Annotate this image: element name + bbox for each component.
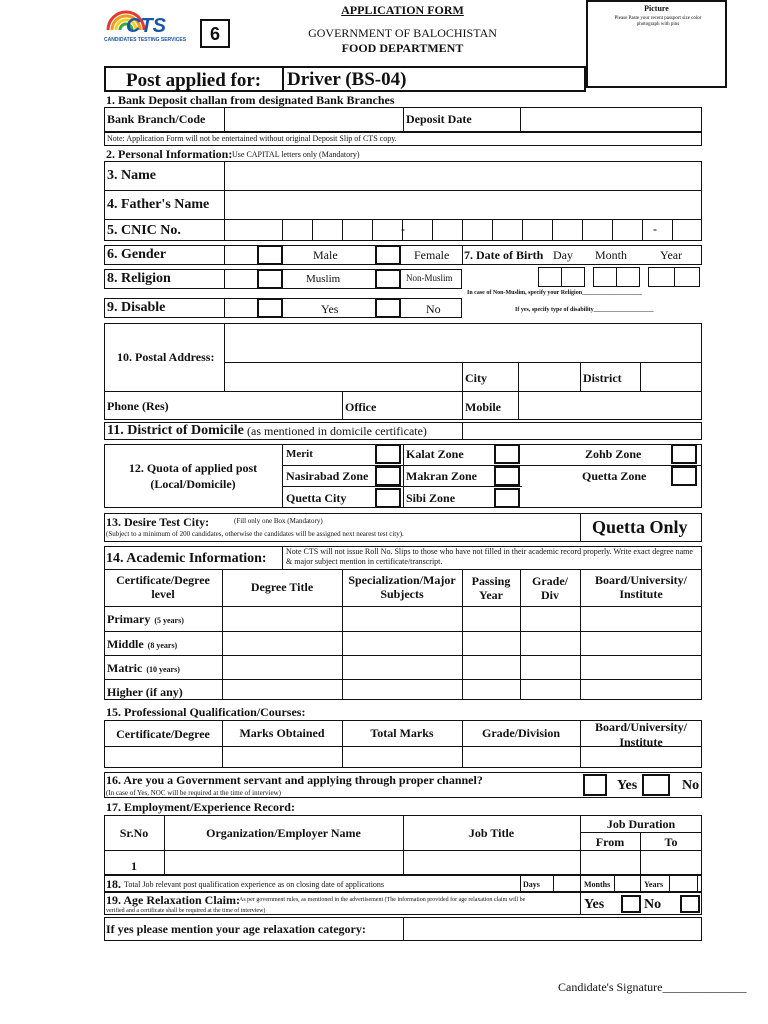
domicile-note: (as mentioned in domicile certificate) <box>247 424 427 438</box>
experience-years-label: Years <box>644 880 664 889</box>
col-passing-year-2: Year <box>479 588 503 602</box>
name-label: 3. Name <box>107 168 156 183</box>
deposit-note: Note: Application Form will not be entertained without original Deposit Slip of CTS copy. <box>107 134 397 143</box>
male-checkbox[interactable] <box>257 245 283 265</box>
test-city-label: 13. Desire Test City: <box>106 515 210 529</box>
academic-note: Note CTS will not issue Roll No. Slips to those who have not filled in their academic record properly. Write exact degree name & major subject mention in certificate/transcript. <box>286 547 693 566</box>
row-level-note: (5 years) <box>154 616 184 625</box>
row-level-name: Primary <box>107 612 151 626</box>
nasirabad-zone-label: Nasirabad Zone <box>286 469 369 483</box>
father-name-field[interactable] <box>225 191 701 218</box>
col-board-1: Board/University/ <box>595 573 687 587</box>
government-servant-note: (In case of Yes, NOC will be required at the time of interview) <box>106 789 281 797</box>
makran-zone-label: Makran Zone <box>406 469 478 483</box>
postal-address-field[interactable] <box>225 324 701 361</box>
row-level-note: (8 years) <box>147 641 178 650</box>
cnic-label: 5. CNIC No. <box>107 223 181 238</box>
candidate-signature: Candidate's Signature______________ <box>558 980 747 994</box>
bank-branch-label: Bank Branch/Code <box>107 112 206 126</box>
col-prof-grade: Grade/Division <box>481 726 560 740</box>
row-level-name: Matric <box>107 661 143 675</box>
row-level-name: Middle <box>107 637 144 651</box>
employment-row-number: 1 <box>131 859 137 873</box>
col-grade-1: Grade/ <box>532 574 568 588</box>
age-relaxation-note-a: As per government rules, as mentioned in the advertisement (The information provided for age relaxation claim will be <box>239 897 526 903</box>
gov-no-label: No <box>682 778 700 793</box>
department-line: FOOD DEPARTMENT <box>341 41 464 55</box>
gender-label: 6. Gender <box>107 247 167 262</box>
father-name-label: 4. Father's Name <box>107 197 210 212</box>
nasirabad-zone-checkbox[interactable] <box>375 466 401 486</box>
dob-month-label: Month <box>595 248 628 262</box>
male-label: Male <box>313 248 338 262</box>
religion-label: 8. Religion <box>107 271 171 286</box>
quetta-city-label: Quetta City <box>286 491 347 505</box>
cnic-dash: - <box>653 222 657 236</box>
age-no-checkbox[interactable] <box>680 895 700 913</box>
name-field[interactable] <box>225 162 701 189</box>
academic-label: 14. Academic Information: <box>106 551 267 566</box>
col-passing-year-1: Passing <box>471 574 511 588</box>
col-prof-marks: Marks Obtained <box>239 726 325 740</box>
dob-day-label: Day <box>553 248 573 262</box>
row-level-name: Higher (if any) <box>107 685 183 699</box>
col-job-title: Job Title <box>468 826 515 840</box>
post-applied-value: Driver (BS-04) <box>287 69 407 90</box>
col-board-2: Institute <box>619 587 663 601</box>
test-city-value: Quetta Only <box>592 517 688 537</box>
col-sr-no: Sr.No <box>119 826 149 840</box>
gov-yes-checkbox[interactable] <box>583 774 607 796</box>
dob-boxes[interactable] <box>538 267 700 287</box>
disable-yes-checkbox[interactable] <box>257 298 283 318</box>
experience-months-label: Months <box>584 880 611 889</box>
age-no-label: No <box>644 897 662 912</box>
government-line: GOVERNMENT OF BALOCHISTAN <box>308 26 497 40</box>
dob-year-label: Year <box>660 248 683 262</box>
picture-note: Please Paste your recent passport size color photograph with pins <box>614 16 702 27</box>
sibi-zone-checkbox[interactable] <box>494 488 520 508</box>
domicile-label: 11. District of Domicile <box>107 423 244 438</box>
non-muslim-checkbox[interactable] <box>375 269 401 289</box>
experience-months-box[interactable] <box>614 875 641 892</box>
gov-yes-label: Yes <box>617 778 638 793</box>
government-servant-label: 16. Are you a Government servant and applying through proper channel? <box>106 773 483 787</box>
quota-label-line1: 12. Quota of applied post <box>128 461 258 475</box>
disable-no-label: No <box>426 302 441 316</box>
experience-days-label: Days <box>523 880 540 889</box>
form-number: 6 <box>209 24 220 44</box>
col-prof-total: Total Marks <box>370 726 434 740</box>
gov-no-checkbox[interactable] <box>642 774 670 796</box>
cnic-dash: - <box>401 222 405 236</box>
experience-years-box[interactable] <box>669 875 698 892</box>
col-cert-level-2: level <box>151 587 175 601</box>
district-label: District <box>583 371 622 385</box>
employment-label: 17. Employment/Experience Record: <box>106 800 295 814</box>
cts-logo <box>104 2 194 44</box>
quetta-zone-checkbox[interactable] <box>671 466 697 486</box>
form-title: APPLICATION FORM <box>341 3 464 17</box>
city-label: City <box>465 371 487 385</box>
col-grade-2: Div <box>541 588 559 602</box>
picture-box <box>586 0 727 88</box>
disable-label: 9. Disable <box>107 300 166 315</box>
experience-days-box[interactable] <box>553 875 581 892</box>
female-label: Female <box>414 248 450 262</box>
experience-number: 18. <box>106 877 121 891</box>
age-yes-label: Yes <box>584 897 605 912</box>
cnic-field[interactable] <box>225 220 701 240</box>
col-degree-title: Degree Title <box>250 580 314 594</box>
muslim-label: Muslim <box>306 273 341 285</box>
age-category-field[interactable] <box>404 918 701 940</box>
phone-res-label: Phone (Res) <box>107 399 169 413</box>
col-specialization-1: Specialization/Major <box>348 573 456 587</box>
logo-text: CTS <box>126 15 166 37</box>
sibi-zone-label: Sibi Zone <box>406 491 456 505</box>
col-prof-cert: Certificate/Degree <box>116 727 210 741</box>
non-muslim-label: Non-Muslim <box>406 273 453 283</box>
section-1-title: 1. Bank Deposit challan from designated Bank Branches <box>106 93 395 107</box>
merit-label: Merit <box>286 448 313 460</box>
picture-label: Picture <box>644 4 669 13</box>
col-job-duration: Job Duration <box>606 817 676 831</box>
dob-label: 7. Date of Birth <box>464 248 544 262</box>
kalat-zone-checkbox[interactable] <box>494 444 520 464</box>
section-2-title: 2. Personal Information: <box>106 147 233 161</box>
col-specialization-2: Subjects <box>380 587 424 601</box>
disability-note: If yes, specify type of disability____________________ <box>515 307 654 313</box>
age-relaxation-label: 19. Age Relaxation Claim: <box>106 893 240 907</box>
table-row <box>107 636 177 652</box>
deposit-date-field[interactable] <box>521 108 701 131</box>
makran-zone-checkbox[interactable] <box>494 466 520 486</box>
col-organization: Organization/Employer Name <box>206 826 361 840</box>
postal-address-label: 10. Postal Address: <box>117 350 215 364</box>
form-number-box <box>200 19 230 48</box>
merit-checkbox[interactable] <box>375 444 401 464</box>
experience-text: Total Job relevant post qualification experience as on closing date of applications <box>124 880 385 889</box>
professional-label: 15. Professional Qualification/Courses: <box>106 705 306 719</box>
quota-label-line2: (Local/Domicile) <box>150 477 236 491</box>
office-label: Office <box>345 400 377 414</box>
row-level-note: (10 years) <box>146 665 180 674</box>
age-relaxation-note-b: verified and a certificate shall be required at the time of interview) <box>106 908 266 914</box>
zohb-zone-checkbox[interactable] <box>671 444 697 464</box>
col-prof-board-2: Institute <box>619 735 663 749</box>
col-prof-board-1: Board/University/ <box>595 720 687 734</box>
post-applied-label: Post applied for: <box>126 70 262 91</box>
disable-no-checkbox[interactable] <box>375 298 401 318</box>
zohb-zone-label: Zohb Zone <box>585 447 642 461</box>
deposit-date-label: Deposit Date <box>406 112 472 126</box>
table-row <box>107 660 180 676</box>
kalat-zone-label: Kalat Zone <box>406 447 464 461</box>
religion-note: In case of Non-Muslim, specify your Religion____________________ <box>467 290 643 296</box>
test-city-note-2: (Subject to a minimum of 200 candidates, otherwise the candidates will be assigned next nearest test city). <box>106 530 404 538</box>
col-cert-level-1: Certificate/Degree <box>116 573 210 587</box>
mobile-label: Mobile <box>465 400 501 414</box>
table-row <box>107 684 183 700</box>
logo-subtitle: CANDIDATES TESTING SERVICES <box>104 37 187 43</box>
section-2-note: Use CAPITAL letters only (Mandatory) <box>232 150 360 159</box>
quetta-zone-label: Quetta Zone <box>582 469 647 483</box>
col-from: From <box>595 835 625 849</box>
test-city-note-1: (Fill only one Box (Mandatory) <box>234 517 323 525</box>
female-checkbox[interactable] <box>375 245 401 265</box>
quetta-city-checkbox[interactable] <box>375 488 401 508</box>
table-row <box>107 611 184 627</box>
disable-yes-label: Yes <box>321 302 339 316</box>
age-yes-checkbox[interactable] <box>621 895 641 913</box>
col-to: To <box>664 835 678 849</box>
age-category-label: If yes please mention your age relaxation category: <box>106 922 366 936</box>
bank-branch-field[interactable] <box>225 108 402 131</box>
muslim-checkbox[interactable] <box>257 269 283 289</box>
